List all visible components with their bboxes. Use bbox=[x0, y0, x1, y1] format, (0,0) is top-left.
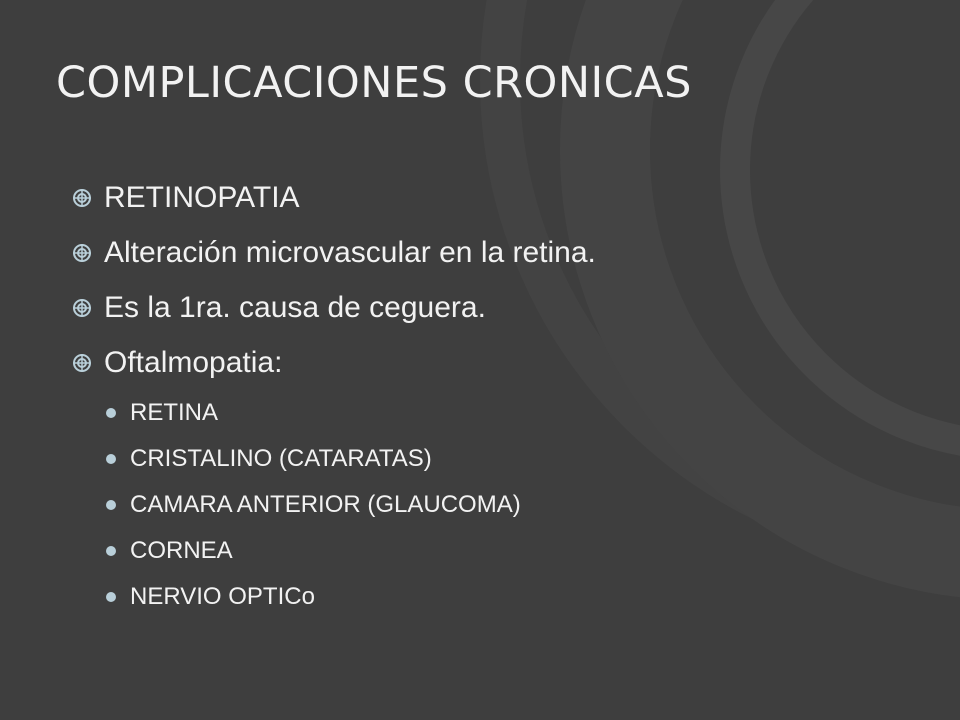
sub-bullet-item bbox=[106, 482, 596, 528]
target-bullet-icon bbox=[72, 353, 100, 373]
bullet-item bbox=[72, 170, 596, 225]
circle-bullet-icon bbox=[106, 408, 116, 418]
bullet-item bbox=[72, 225, 596, 280]
sub-bullet-text: CAMARA ANTERIOR (GLAUCOMA) bbox=[130, 491, 521, 518]
bullet-text: Es la 1ra. causa de ceguera. bbox=[104, 290, 486, 324]
bullet-item bbox=[72, 335, 596, 390]
bullet-item bbox=[72, 280, 596, 335]
circle-bullet-icon bbox=[106, 592, 116, 602]
sub-bullet-text: RETINA bbox=[130, 399, 219, 426]
target-bullet-icon bbox=[72, 243, 100, 263]
sub-bullet-text: CORNEA bbox=[130, 537, 233, 564]
bullet-list bbox=[72, 170, 596, 620]
bullet-text: Oftalmopatia: bbox=[104, 345, 283, 379]
sub-bullet-item bbox=[106, 390, 596, 436]
circle-bullet-icon bbox=[106, 500, 116, 510]
slide-title: COMPLICACIONES CRONICAS bbox=[56, 58, 692, 108]
sub-bullet-text: NERVIO OPTICo bbox=[130, 583, 315, 610]
target-bullet-icon bbox=[72, 298, 100, 318]
sub-bullet-item bbox=[106, 528, 596, 574]
sub-bullet-item bbox=[106, 574, 596, 620]
circle-bullet-icon bbox=[106, 454, 116, 464]
background-ring-decoration bbox=[720, 0, 960, 460]
sub-bullet-item bbox=[106, 436, 596, 482]
bullet-text: RETINOPATIA bbox=[104, 180, 300, 214]
circle-bullet-icon bbox=[106, 546, 116, 556]
sub-bullet-text: CRISTALINO (CATARATAS) bbox=[130, 445, 432, 472]
target-bullet-icon bbox=[72, 188, 100, 208]
bullet-text: Alteración microvascular en la retina. bbox=[104, 235, 596, 269]
